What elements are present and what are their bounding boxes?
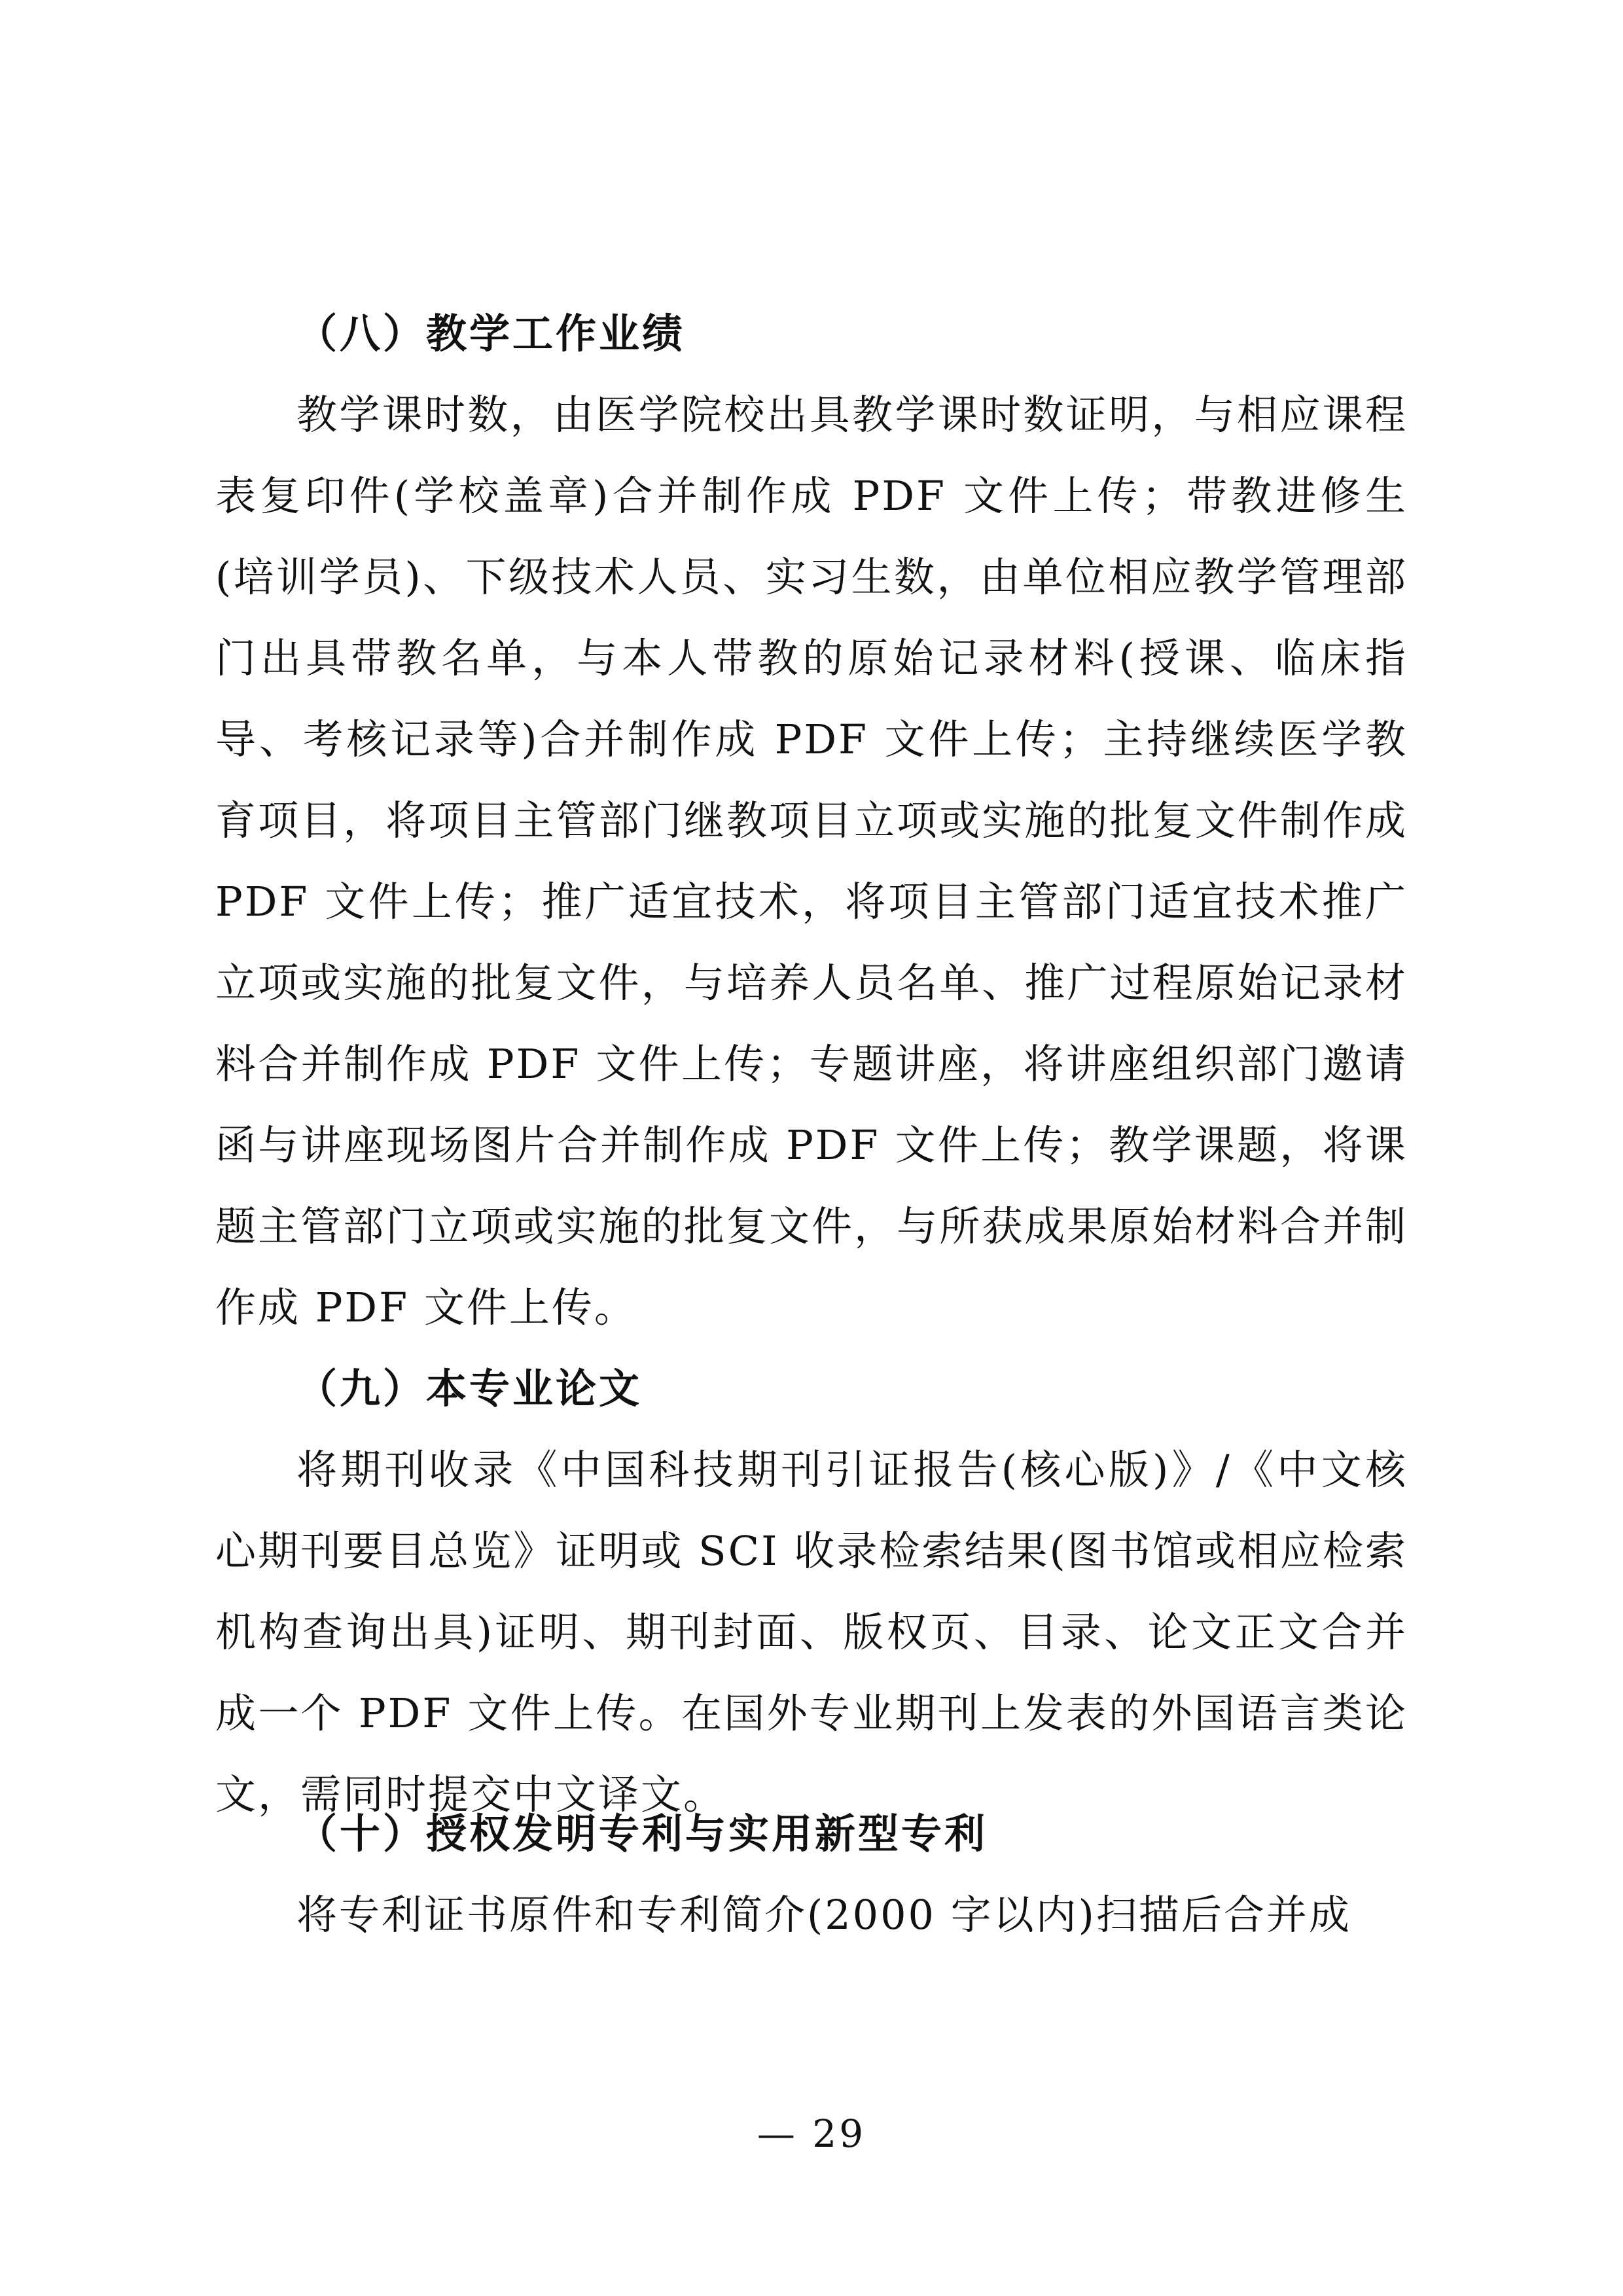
section-paragraph: 将期刊收录《中国科技期刊引证报告(核心版)》/《中文核心期刊要目总览》证明或 SCI 收录检索结果(图书馆或相应检索机构查询出具)证明、期刊封面、版权页、目录、论文正文合并成一个 PDF 文件上传。在国外专业期刊上发表的外国语言类论文，需同时提交中文译文。 (215, 1446, 1408, 1818)
section-heading: （九）本专业论文 (296, 1365, 643, 1412)
section-patents (215, 1793, 1408, 1956)
section-heading: （八）教学工作业绩 (296, 310, 686, 357)
page-number: — 29 (757, 2111, 866, 2156)
section-heading: （十）授权发明专利与实用新型专利 (296, 1810, 988, 1857)
section-professional-papers (215, 1348, 1408, 1835)
section-paragraph: 教学课时数，由医学院校出具教学课时数证明，与相应课程表复印件(学校盖章)合并制作成 PDF 文件上传；带教进修生(培训学员)、下级技术人员、实习生数，由单位相应教学管理部门出具带教名单，与本人带教的原始记录材料(授课、临床指导、考核记录等)合并制作成 PDF 文件上传；主持继续医学教育项目，将项目主管部门继教项目立项或实施的批复文件制作成 PDF 文件上传；推广适宜技术，将项目主管部门适宜技术推广立项或实施的批复文件，与培养人员名单、推广过程原始记录材料合并制作成 PDF 文件上传；专题讲座，将讲座组织部门邀请函与讲座现场图片合并制作成 PDF 文件上传；教学课题，将课题主管部门立项或实施的批复文件，与所获成果原始材料合并制作成 PDF 文件上传。 (215, 391, 1408, 1331)
section-paragraph: 将专利证书原件和专利简介(2000 字以内)扫描后合并成 (296, 1891, 1351, 1939)
section-teaching-achievements (215, 293, 1408, 1348)
